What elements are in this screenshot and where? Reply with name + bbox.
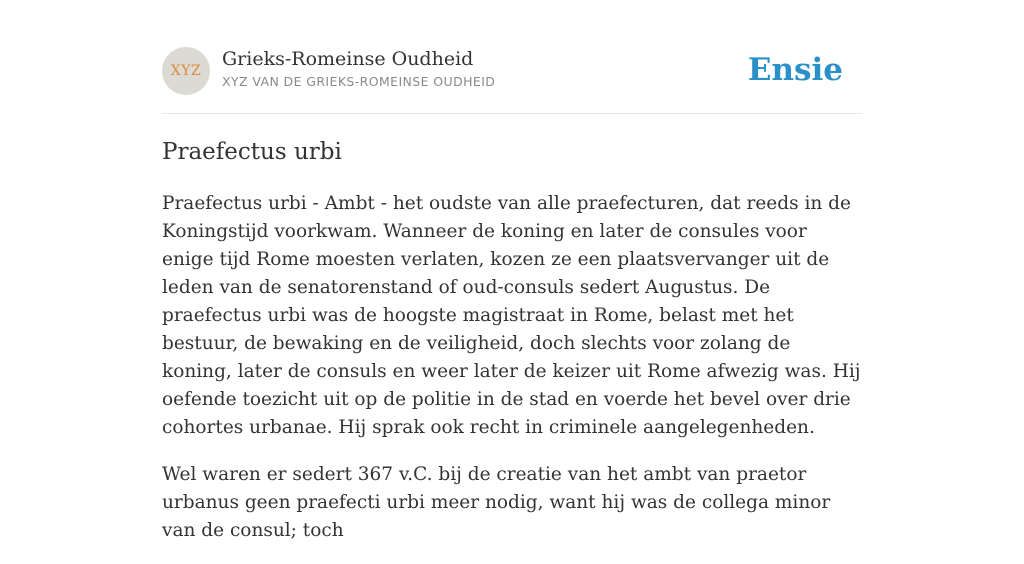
article-body xyxy=(162,190,862,564)
article-title: Praefectus urbi xyxy=(162,139,342,165)
article-paragraph: Wel waren er sedert 367 v.C. bij de creatie van het ambt van praetor urbanus geen praefecti urbi meer nodig, want hij was de collega minor van de consul; toch xyxy=(162,464,831,541)
source-header xyxy=(162,47,862,95)
article-paragraph: Praefectus urbi - Ambt - het oudste van alle praefecturen, dat reeds in de Koningstijd voorkwam. Wanneer de koning en later de consules voor enige tijd Rome moesten verlaten, kozen ze een plaatsvervanger uit de leden van de senatorenstand of oud-consuls sedert Augustus. De praefectus urbi was de hoogste magistraat in Rome, belast met het bestuur, de bewaking en de veiligheid, doch slechts voor zolang de koning, later de consuls en weer later de keizer uit Rome afwezig was. Hij oefende toezicht uit op de politie in de stad en voerde het bevel over drie cohortes urbanae. Hij sprak ook recht in criminele aangelegenheden. xyxy=(162,193,861,438)
brand-logo[interactable]: Ensie xyxy=(747,52,843,88)
header-divider xyxy=(162,113,862,114)
source-avatar[interactable]: XYZ xyxy=(162,47,210,95)
source-subtitle: XYZ VAN DE GRIEKS-ROMEINSE OUDHEID xyxy=(222,74,496,89)
source-title[interactable]: Grieks-Romeinse Oudheid xyxy=(222,48,474,70)
